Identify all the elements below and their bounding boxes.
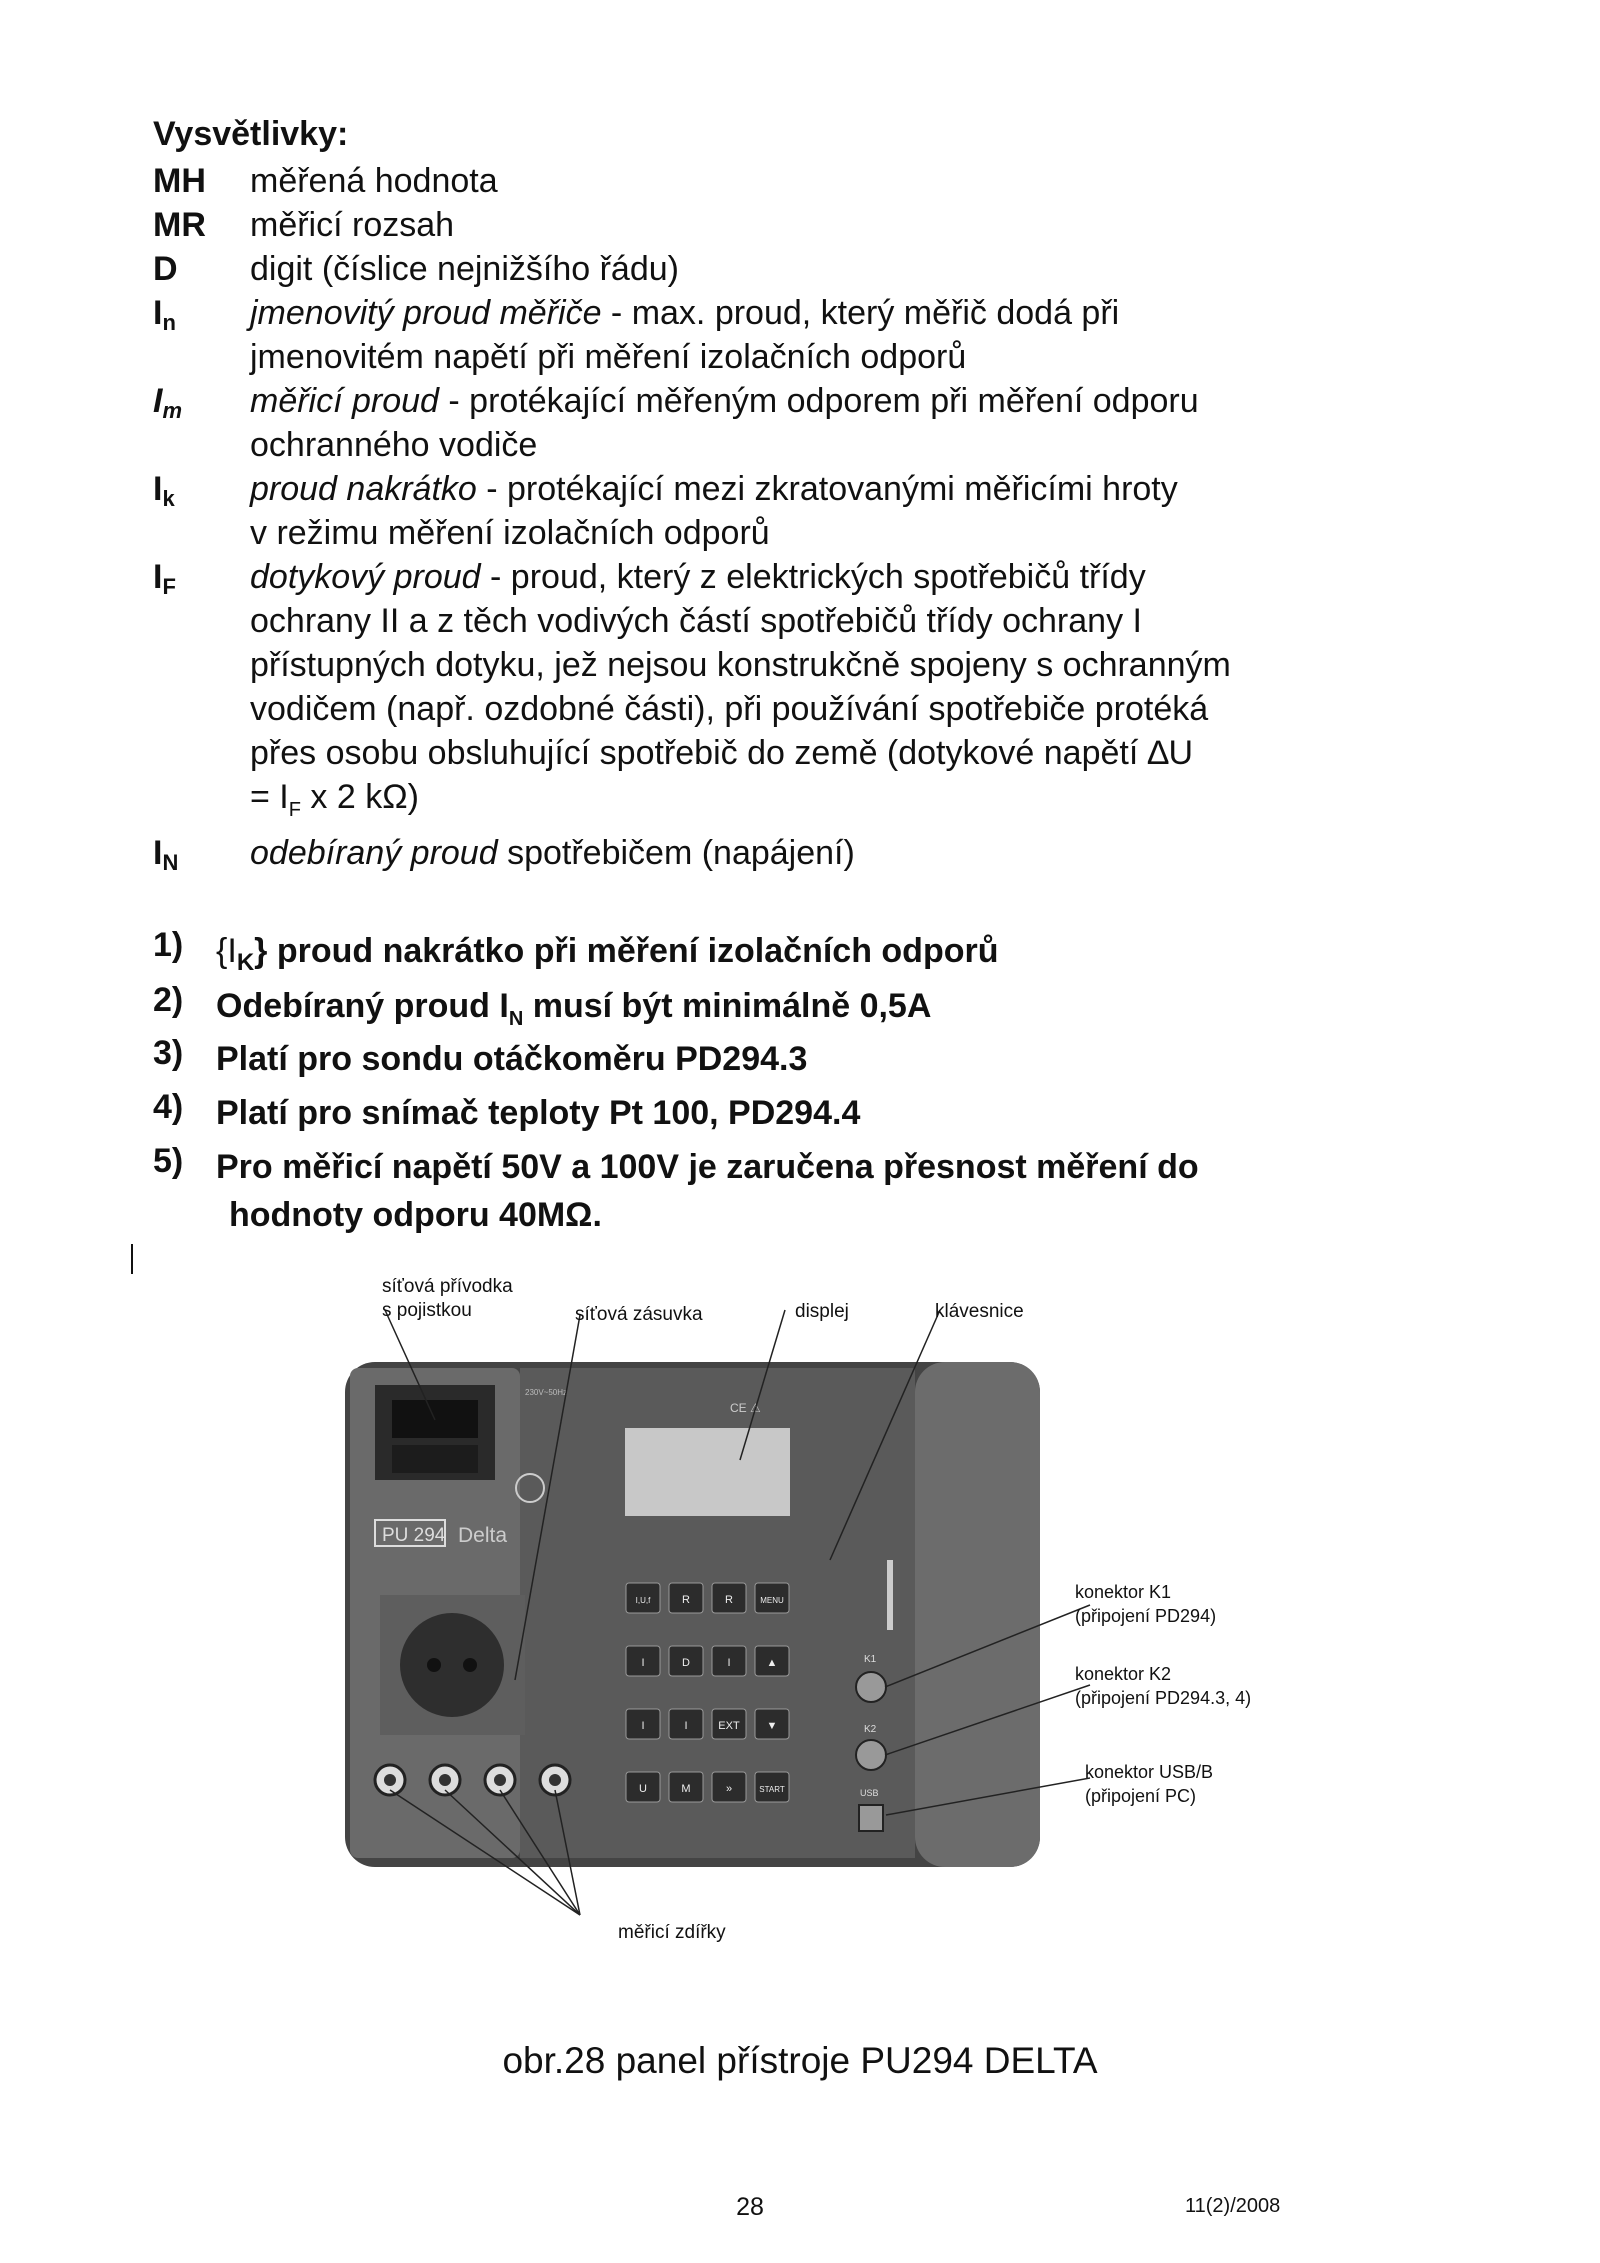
keypad-key-label: EXT <box>718 1720 740 1732</box>
legend-symbol: $I_N$ <box>153 834 179 875</box>
keypad-key-label: I <box>641 1720 645 1732</box>
usb-connector[interactable] <box>859 1805 883 1831</box>
legend-text: - proud, který z elektrických spotřebičů třídy <box>480 558 1146 596</box>
keypad-key-label: I <box>727 1657 731 1669</box>
legend-title: Vysvětlivky: <box>153 115 349 153</box>
keypad-key-label: I <box>684 1720 688 1732</box>
k1-label: K1 <box>864 1654 877 1665</box>
keypad-key-label: MENU <box>760 1596 784 1605</box>
device-side <box>915 1362 1040 1867</box>
legend-text: - protékající měřeným odporem při měření odporu <box>438 382 1199 420</box>
figure-caption: obr.28 panel přístroje PU294 DELTA <box>502 2040 1098 2081</box>
connector-k1[interactable] <box>856 1672 886 1702</box>
keypad-key-label: » <box>725 1783 733 1795</box>
keypad-key-label: ▼ <box>766 1720 778 1732</box>
label-display: displej <box>795 1301 849 1322</box>
revision-date: 11(2)/2008 <box>1185 2195 1281 2217</box>
legend-text: spotřebičem (napájení) <box>497 834 855 872</box>
legend-term: proud nakrátko <box>250 470 477 508</box>
label-mains-inlet-2: s pojistkou <box>382 1300 472 1321</box>
keypad-key-label: R <box>725 1594 733 1606</box>
legend-symbol: $I_n$ <box>153 294 176 335</box>
legend-text: - protékající mezi zkratovanými měřicími hroty <box>476 470 1178 508</box>
legend-term: jmenovitý proud měřiče <box>250 294 602 332</box>
legend-text: měřicí rozsah <box>250 206 455 244</box>
label-jacks: měřicí zdířky <box>618 1922 726 1943</box>
label-mains-socket: síťová zásuvka <box>575 1304 703 1325</box>
card-slot <box>887 1560 893 1630</box>
legend-symbol: $I_k$ <box>153 470 175 511</box>
keypad-key-label: I <box>641 1657 645 1669</box>
connector-k2[interactable] <box>856 1740 886 1770</box>
legend-symbol: D <box>153 250 178 288</box>
legend-text: přístupných dotyku, jež nejsou konstrukčně spojeny s ochranným <box>250 646 1231 684</box>
device-panel-figure <box>330 1260 1310 1960</box>
legend-symbol: MH <box>153 162 206 200</box>
keypad-key-label: I,U,f <box>635 1596 651 1605</box>
legend-text: ochranného vodiče <box>250 426 538 464</box>
fuse-holder <box>392 1445 478 1473</box>
legend-term: odebíraný proud <box>250 834 498 872</box>
keypad-key-label: R <box>682 1594 690 1606</box>
legend-text: digit (číslice nejnižšího řádu) <box>250 250 679 288</box>
legend-text: v režimu měření izolačních odporů <box>250 514 770 552</box>
legend-text: měřená hodnota <box>250 162 498 200</box>
keypad-key-label: M <box>681 1783 691 1795</box>
rating-text: 230V~50Hz <box>525 1388 568 1397</box>
keypad-key-label: U <box>639 1783 647 1795</box>
label-usb: konektor USB/B <box>1085 1762 1214 1782</box>
model-label: PU 294 <box>382 1525 446 1546</box>
label-k2-desc: (připojení PD294.3, 4) <box>1075 1688 1252 1708</box>
usb-label: USB <box>860 1788 879 1798</box>
label-keyboard: klávesnice <box>935 1301 1024 1322</box>
legend-text: přes osobu obsluhující spotřebič do země (dotykové napětí ∆U <box>250 734 1194 772</box>
legend-text: jmenovitém napětí při měření izolačních odporů <box>250 338 967 376</box>
footnote-continuation: hodnoty odporu 40MΩ. <box>229 1196 602 1234</box>
legend-text: - max. proud, který měřič dodá při <box>601 294 1120 332</box>
label-k1-desc: (připojení PD294) <box>1075 1606 1217 1626</box>
ce-mark: CE ⚠ <box>730 1401 761 1415</box>
legend-symbol: $I_F$ <box>153 558 176 599</box>
label-usb-desc: (připojení PC) <box>1085 1786 1197 1806</box>
legend-term: dotykový proud <box>250 558 481 596</box>
k2-label: K2 <box>864 1724 877 1735</box>
label-mains-inlet: síťová přívodka <box>382 1276 513 1297</box>
keypad-key-label: D <box>682 1657 690 1669</box>
legend-symbol: $I_m$ <box>153 382 183 423</box>
legend-text: vodičem (např. ozdobné části), při používání spotřebiče protéká <box>250 690 1209 728</box>
text-cursor-mark <box>131 1244 133 1274</box>
label-k2: konektor K2 <box>1075 1664 1172 1684</box>
label-k1: konektor K1 <box>1075 1582 1172 1602</box>
legend-text: ochrany II a z těch vodivých částí spotřebičů třídy ochrany I <box>250 602 1142 640</box>
keypad-key-label: ▲ <box>766 1657 778 1669</box>
keypad-key-label: START <box>759 1785 785 1794</box>
mains-socket <box>400 1613 504 1717</box>
device-name: Delta <box>458 1524 508 1547</box>
legend-symbol: MR <box>153 206 206 244</box>
display-screen <box>625 1428 790 1516</box>
page-number: 28 <box>736 2193 764 2221</box>
legend-term: měřicí proud <box>250 382 439 420</box>
